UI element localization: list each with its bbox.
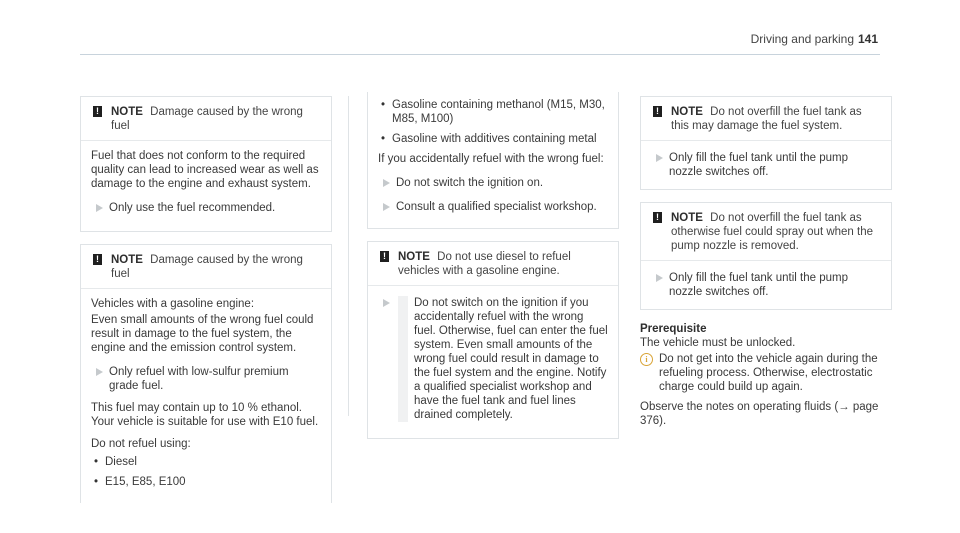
note-header (641, 203, 891, 261)
observe-text: Observe the notes on operating fluids (→ page 376). (640, 401, 879, 427)
note-paragraph: This fuel may contain up to 10 % ethanol. Your vehicle is suitable for use with E10 fuel. (91, 402, 319, 428)
note-overfill-2 (640, 202, 892, 310)
action-step (378, 200, 608, 214)
action-text: Only fill the fuel tank until the pump nozzle switches off. (669, 152, 848, 178)
note-intro: Vehicles with a gasoline engine: (91, 298, 255, 310)
action-arrow-icon (378, 200, 396, 214)
action-text: Do not switch the ignition on. (396, 177, 544, 189)
action-step (91, 201, 321, 215)
note-wrong-fuel-1 (80, 96, 332, 232)
note-header (81, 97, 331, 141)
action-step (378, 176, 608, 190)
column-2 (367, 96, 619, 451)
note-overfill-1 (640, 96, 892, 190)
action-step (91, 365, 321, 393)
note-body (641, 261, 891, 309)
info-icon: i (640, 353, 653, 366)
prerequisite-text: The vehicle must be unlocked. (640, 337, 796, 349)
action-text: Only refuel with low-sulfur premium grade fuel. (109, 366, 289, 392)
note-title: Do not overfill the fuel tank as this may damage the fuel system. (671, 106, 862, 132)
column-divider (348, 96, 349, 416)
action-text: Do not switch on the ignition if you accidentally refuel with the wrong fuel. Otherwise, fuel can enter the fuel system. Even small amounts of the wrong fuel could result in damage to the fuel system and the engine. Notify a qualified specialist workshop and have the fuel tank and fuel lines drained completely. (398, 296, 608, 422)
note-title: Damage caused by the wrong fuel (111, 254, 303, 280)
action-step (651, 271, 881, 299)
note-wrong-fuel-2 (80, 244, 332, 503)
list-item: • E15, E85, E100 (91, 475, 321, 489)
note-text: Even small amounts of the wrong fuel could result in damage to the fuel system, the engine and the emission control system. (91, 314, 314, 354)
action-step (378, 296, 608, 422)
bullet-list (378, 98, 608, 146)
info-note (640, 352, 892, 394)
action-text: Consult a qualified specialist workshop. (396, 201, 597, 213)
note-body (81, 289, 331, 503)
action-arrow-icon (651, 271, 669, 285)
list-item: • Gasoline with additives containing metal (378, 132, 608, 146)
prerequisite-heading: Prerequisite (640, 323, 707, 335)
warning-icon: ! (93, 106, 102, 117)
warning-icon: ! (380, 251, 389, 262)
note-title: Damage caused by the wrong fuel (111, 106, 303, 132)
note-body (81, 141, 331, 231)
note-body (368, 286, 618, 438)
action-text: Only fill the fuel tank until the pump nozzle switches off. (669, 272, 848, 298)
warning-icon: ! (653, 106, 662, 117)
note-body (641, 141, 891, 189)
continued-note (367, 92, 619, 229)
note-header (368, 242, 618, 286)
list-item: • Diesel (91, 455, 321, 469)
note-header (81, 245, 331, 289)
note-text: Fuel that does not conform to the required quality can lead to increased wear as well as damage to the engine and exhaust system. (91, 150, 319, 190)
action-arrow-icon (91, 201, 109, 215)
note-label: NOTE (398, 251, 430, 263)
info-text: Do not get into the vehicle again during the refueling process. Otherwise, electrostatic charge could build up again. (659, 353, 878, 393)
note-paragraph: If you accidentally refuel with the wrong fuel: (378, 153, 604, 165)
note-label: NOTE (671, 212, 703, 224)
action-arrow-icon (651, 151, 669, 165)
header-divider (80, 54, 880, 55)
note-header (641, 97, 891, 141)
action-arrow-icon (378, 176, 396, 190)
action-text: Only use the fuel recommended. (109, 202, 276, 214)
section-title: Driving and parking (750, 32, 854, 46)
bullet-list (91, 455, 321, 489)
note-diesel (367, 241, 619, 439)
note-label: NOTE (671, 106, 703, 118)
warning-icon: ! (653, 212, 662, 223)
note-label: NOTE (111, 254, 143, 266)
action-arrow-icon (91, 365, 109, 379)
note-label: NOTE (111, 106, 143, 118)
note-title: Do not use diesel to refuel vehicles with a gasoline engine. (398, 251, 571, 277)
note-paragraph: Do not refuel using: (91, 438, 191, 450)
column-1 (80, 96, 332, 515)
page-number: 141 (857, 32, 878, 46)
warning-icon: ! (93, 254, 102, 265)
column-3 (640, 96, 892, 428)
action-step (651, 151, 881, 179)
action-arrow-icon (378, 296, 396, 310)
list-item: • Gasoline containing methanol (M15, M30, M85, M100) (378, 98, 608, 126)
note-title: Do not overfill the fuel tank as otherwise fuel could spray out when the pump nozzle is removed. (671, 212, 874, 252)
